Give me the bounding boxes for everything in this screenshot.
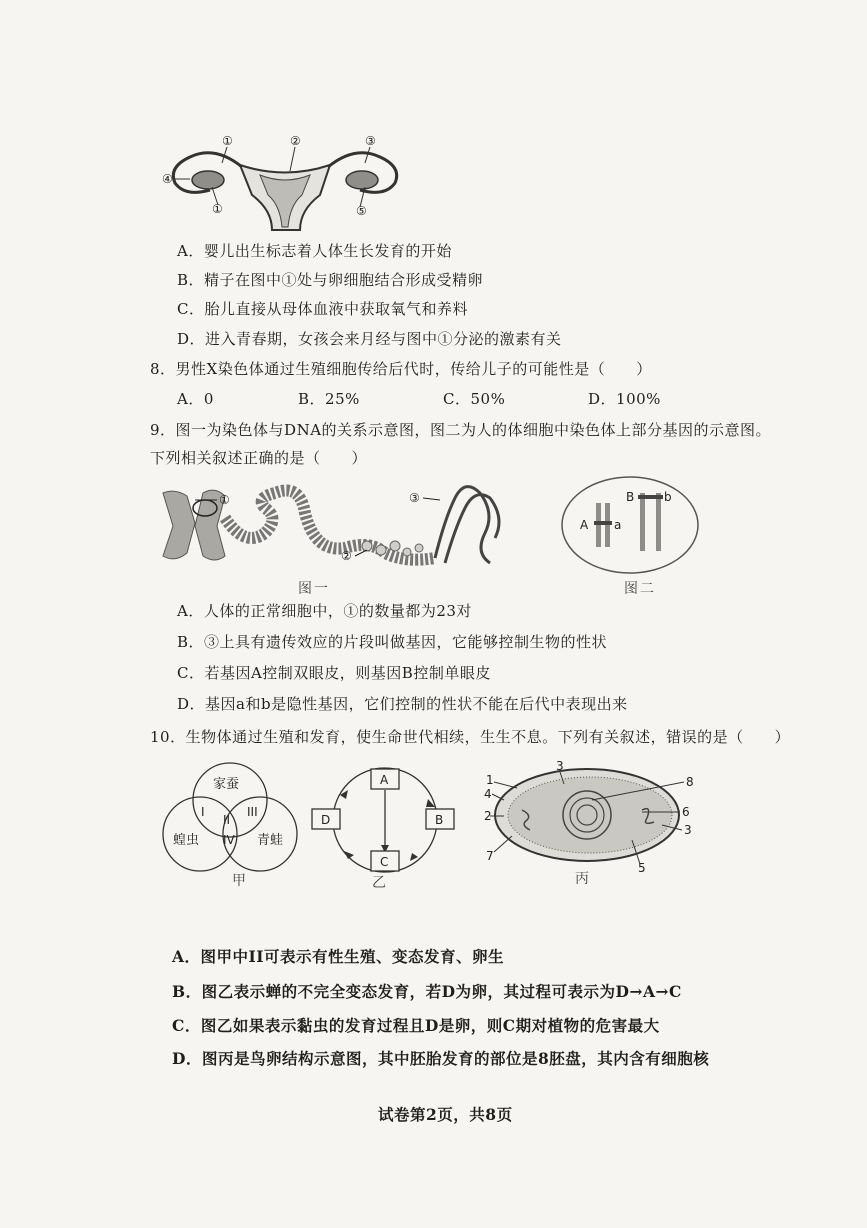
venn-label-frog: 青蛙 bbox=[257, 833, 284, 848]
uterus-diagram-label-5: ① bbox=[212, 202, 223, 216]
egg-label-5: 5 bbox=[638, 861, 646, 875]
fig1-label-1: ① bbox=[219, 493, 230, 507]
q8-option-c: C．50% bbox=[443, 390, 506, 408]
egg-label-6: 6 bbox=[682, 805, 690, 819]
venn-region-II: II bbox=[223, 813, 231, 827]
q8-stem: 8．男性X染色体通过生殖细胞传给后代时，传给儿子的可能性是（ ） bbox=[150, 360, 652, 378]
q9-option-c: C．若基因A控制双眼皮，则基因B控制单眼皮 bbox=[177, 664, 491, 682]
egg-label-8: 8 bbox=[686, 775, 694, 789]
cycle-node-D: D bbox=[321, 813, 331, 827]
q10-stem: 10．生物体通过生殖和发育，使生命世代相续，生生不息。下列有关叙述，错误的是（ ） bbox=[150, 728, 791, 746]
q9-stem-line-1: 9．图一为染色体与DNA的关系示意图，图二为人的体细胞中染色体上部分基因的示意图。 bbox=[150, 421, 772, 439]
cycle-diagram bbox=[308, 765, 463, 875]
venn-label-silkworm: 家蚕 bbox=[213, 777, 240, 792]
q7-option-a: A．婴儿出生标志着人体生长发育的开始 bbox=[177, 242, 452, 260]
uterus-diagram-label-4: ④ bbox=[162, 172, 173, 186]
venn-label-locust: 蝗虫 bbox=[173, 833, 200, 848]
q9-option-d: D．基因a和b是隐性基因，它们控制的性状不能在后代中表现出来 bbox=[177, 695, 628, 713]
fig1-label-3: ③ bbox=[409, 491, 420, 505]
venn-region-III: III bbox=[247, 805, 258, 819]
q10-option-d: D．图丙是鸟卵结构示意图，其中胚胎发育的部位是8胚盘，其内含有细胞核 bbox=[172, 1049, 710, 1068]
fig2-caption: 图二 bbox=[624, 581, 656, 597]
q7-option-c: C．胎儿直接从母体血液中获取氧气和养料 bbox=[177, 300, 468, 318]
venn-caption: 甲 bbox=[232, 873, 248, 889]
egg-caption: 丙 bbox=[575, 871, 591, 887]
q10-option-b: B．图乙表示蝉的不完全变态发育，若D为卵，其过程可表示为D→A→C bbox=[172, 982, 682, 1001]
q10-option-a: A．图甲中II可表示有性生殖、变态发育、卵生 bbox=[172, 947, 505, 966]
q9-option-b: B．③上具有遗传效应的片段叫做基因，它能够控制生物的性状 bbox=[177, 633, 608, 651]
page-footer: 试卷第2页，共8页 bbox=[378, 1105, 513, 1124]
venn-region-IV: IV bbox=[223, 833, 235, 847]
q7-option-b: B．精子在图中①处与卵细胞结合形成受精卵 bbox=[177, 271, 484, 289]
gene-label-B: B bbox=[626, 490, 635, 504]
uterus-diagram-label-3: ③ bbox=[365, 134, 376, 148]
q8-option-a: A．0 bbox=[177, 390, 214, 408]
q8-option-d: D．100% bbox=[588, 390, 661, 408]
uterus-diagram-label-1: ① bbox=[222, 134, 233, 148]
venn-diagram bbox=[155, 762, 305, 882]
egg-label-3-right: 3 bbox=[684, 823, 692, 837]
q10-option-c: C．图乙如果表示黏虫的发育过程且D是卵，则C期对植物的危害最大 bbox=[172, 1016, 660, 1035]
q8-option-b: B．25% bbox=[298, 390, 360, 408]
egg-label-7: 7 bbox=[486, 849, 494, 863]
uterus-diagram-label-2: ② bbox=[290, 134, 301, 148]
female-reproductive-diagram bbox=[160, 135, 410, 230]
cycle-caption: 乙 bbox=[372, 875, 388, 891]
venn-region-I: I bbox=[201, 805, 205, 819]
cycle-node-B: B bbox=[435, 813, 444, 827]
chromosome-dna-diagram bbox=[155, 478, 530, 578]
egg-label-1: 1 bbox=[486, 773, 494, 787]
fig1-caption: 图一 bbox=[298, 581, 330, 597]
cell-chromosome-diagram bbox=[560, 475, 700, 575]
cycle-node-C: C bbox=[380, 855, 389, 869]
egg-label-4: 4 bbox=[484, 787, 492, 801]
q9-stem-line-2: 下列相关叙述正确的是（ ） bbox=[150, 449, 368, 467]
egg-label-3-top: 3 bbox=[556, 759, 564, 773]
egg-label-2: 2 bbox=[484, 809, 492, 823]
q9-option-a: A．人体的正常细胞中，①的数量都为23对 bbox=[177, 602, 472, 620]
fig1-label-2: ② bbox=[341, 549, 352, 563]
gene-label-b: b bbox=[664, 490, 672, 504]
q7-option-d: D．进入青春期，女孩会来月经与图中①分泌的激素有关 bbox=[177, 330, 562, 348]
cycle-node-A: A bbox=[380, 773, 389, 787]
gene-label-A: A bbox=[580, 518, 589, 532]
bird-egg-diagram bbox=[482, 760, 697, 875]
uterus-diagram-label-6: ⑤ bbox=[356, 204, 367, 218]
gene-label-a: a bbox=[614, 518, 622, 532]
